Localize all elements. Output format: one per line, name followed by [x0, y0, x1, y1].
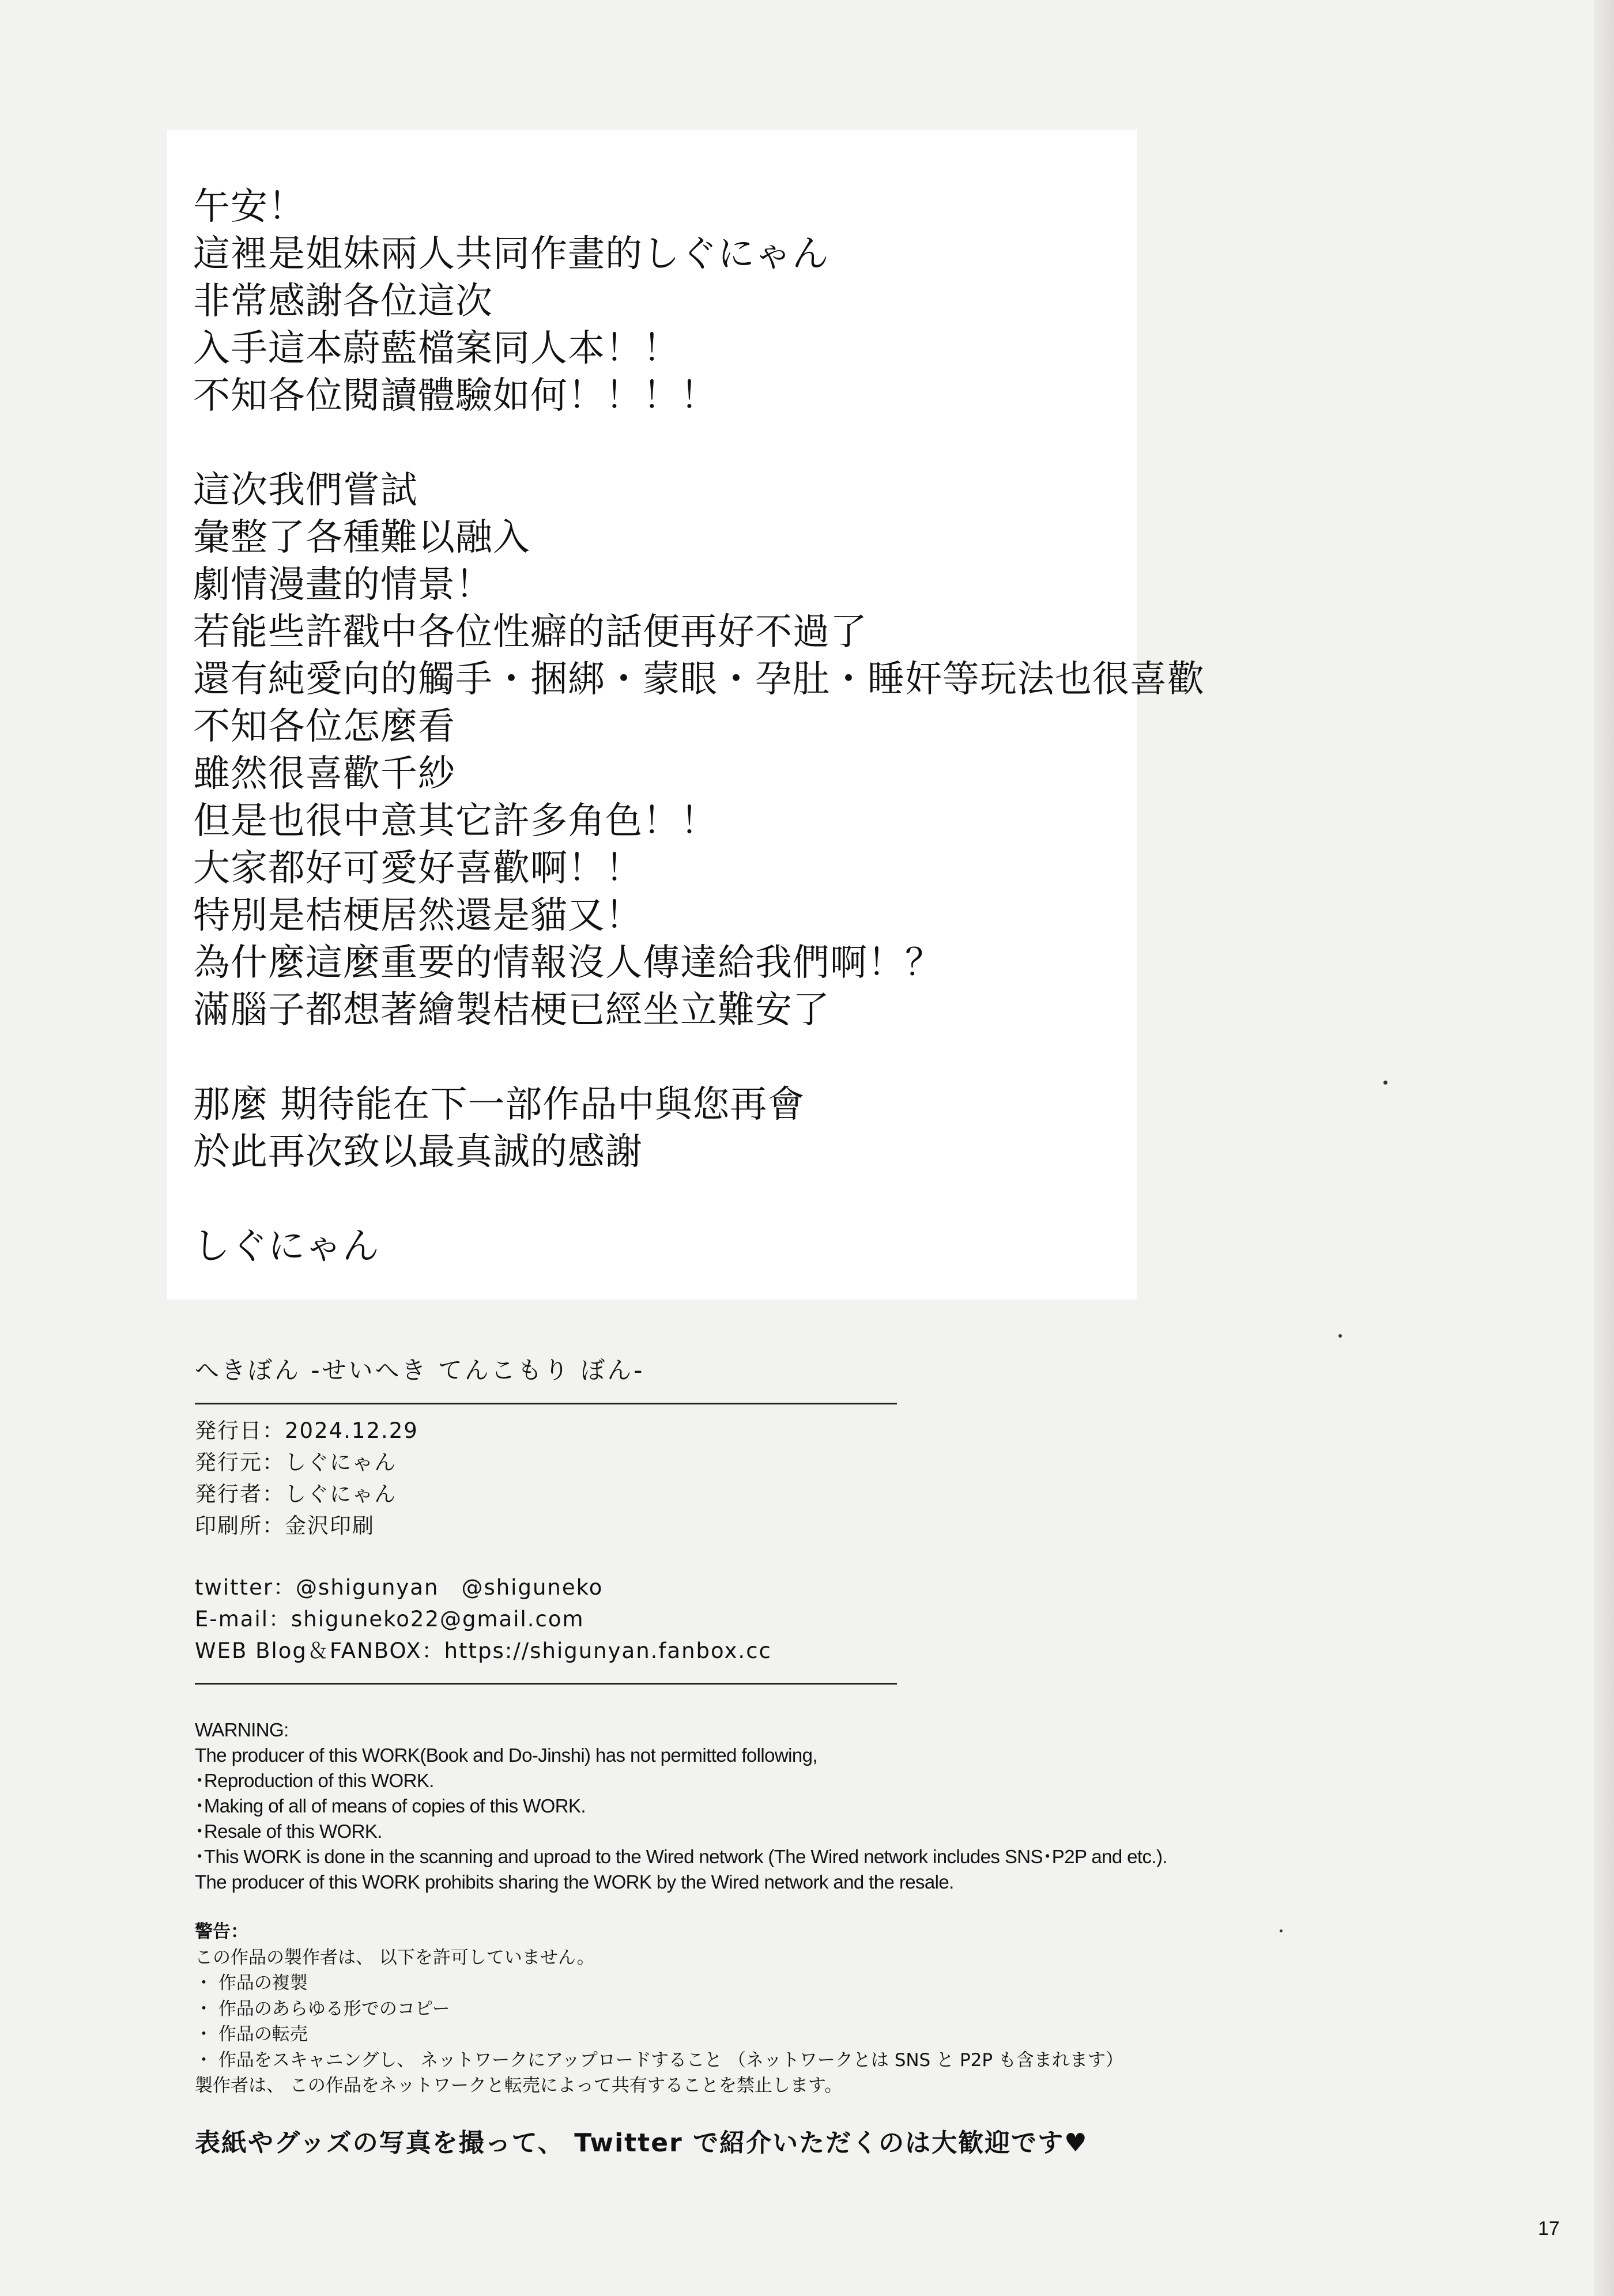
publisher: 発行元：しぐにゃん [195, 1450, 397, 1475]
contact-info [195, 1572, 772, 1667]
printer: 印刷所：金沢印刷 [195, 1513, 375, 1538]
publish-date: 発行日：2024.12.29 [195, 1418, 418, 1443]
warning-japanese [195, 1919, 1123, 2099]
warning-line: ･Resale of this WORK. [195, 1821, 382, 1842]
signature: しぐにゃん [193, 1225, 380, 1268]
page-number: 17 [1538, 2218, 1560, 2240]
message-line: 雖然很喜歡千紗 [193, 753, 455, 795]
message-line: 劇情漫畫的情景！ [193, 564, 493, 606]
message-line: 滿腦子都想著繪製桔梗已經坐立難安了 [193, 989, 830, 1032]
divider [195, 1403, 897, 1404]
twitter-handles: twitter：@shigunyan @shiguneko [195, 1575, 604, 1600]
book-title: へきぼん -せいへき てんこもり ぼん- [195, 1356, 645, 1384]
message-line: 這次我們嘗試 [193, 469, 418, 512]
paragraph-gap [193, 1176, 1205, 1223]
photo-sharing-note [195, 2122, 1088, 2159]
paragraph-gap [193, 420, 1205, 467]
warning-heading: 警告： [195, 1921, 248, 1942]
scan-speck [1338, 1334, 1342, 1338]
warning-line: ・ 作品のあらゆる形でのコピー [195, 1998, 450, 2019]
warning-line: The producer of this WORK(Book and Do-Jinshi) has not permitted following, [195, 1744, 817, 1766]
message-line: 特別是桔梗居然還是貓又！ [193, 894, 643, 937]
email-address: E-mail：shiguneko22@gmail.com [195, 1607, 584, 1632]
scan-speck [1280, 1929, 1283, 1932]
page-edge [1594, 0, 1614, 2296]
message-line: 入手這本蔚藍檔案同人本！！ [193, 327, 680, 370]
message-line: 若能些許戳中各位性癖的話便再好不過了 [193, 611, 868, 654]
warning-line: ･Making of all of means of copies of this WORK. [195, 1795, 586, 1817]
message-line: 非常感謝各位這次 [193, 280, 493, 323]
warning-line: ・ 作品をスキャニングし、 ネットワークにアップロードすること （ネットワークとは SNS と P2P も含まれます） [195, 2049, 1123, 2071]
warning-line: The producer of this WORK prohibits sharing the WORK by the Wired network and the resale. [195, 1871, 954, 1893]
message-line: 那麼 期待能在下一部作品中與您再會 [193, 1083, 805, 1126]
message-line: 還有純愛向的觸手・捆綁・蒙眼・孕肚・睡奸等玩法也很喜歡 [193, 658, 1205, 701]
warning-line: ・ 作品の複製 [195, 1973, 308, 1993]
warning-line: ・ 作品の転売 [195, 2024, 308, 2045]
note-text: 表紙やグッズの写真を撮って、 Twitter で紹介いただくのは大歓迎です [195, 2128, 1065, 2158]
message-line: 彙整了各種難以融入 [193, 516, 530, 559]
scan-speck [1383, 1081, 1387, 1085]
message-line: 於此再次致以最真誠的感謝 [193, 1131, 643, 1173]
paragraph-gap [193, 1034, 1205, 1081]
message-line: 不知各位怎麼看 [193, 705, 455, 748]
issuer: 発行者：しぐにゃん [195, 1482, 397, 1506]
warning-line: ･This WORK is done in the scanning and uproad to the Wired network (The Wired network includes SNS･P2P and etc.). [195, 1846, 1167, 1867]
web-link: WEB Blog＆FANBOX：https://shigunyan.fanbox.cc [195, 1638, 772, 1663]
warning-line: この作品の製作者は、 以下を許可していません。 [195, 1947, 595, 1968]
publication-info [195, 1415, 418, 1542]
afterword-message [193, 183, 1205, 1270]
message-line: 這裡是姐妹兩人共同作畫的しぐにゃん [193, 233, 829, 275]
warning-line: 製作者は、 この作品をネットワークと転売によって共有することを禁止します。 [195, 2075, 843, 2096]
warning-line: WARNING: [195, 1719, 289, 1740]
warning-english [195, 1717, 1167, 1895]
warning-line: ･Reproduction of this WORK. [195, 1770, 434, 1791]
message-line: 但是也很中意其它許多角色！！ [193, 800, 718, 843]
message-line: 大家都好可愛好喜歡啊！！ [193, 847, 643, 890]
divider [195, 1683, 897, 1685]
message-line: 午安！ [193, 186, 306, 228]
heart-icon: ♥ [1064, 2128, 1088, 2158]
message-line: 為什麼這麼重要的情報沒人傳達給我們啊！？ [193, 942, 942, 984]
message-line: 不知各位閱讀體驗如何！！！！ [193, 375, 718, 417]
